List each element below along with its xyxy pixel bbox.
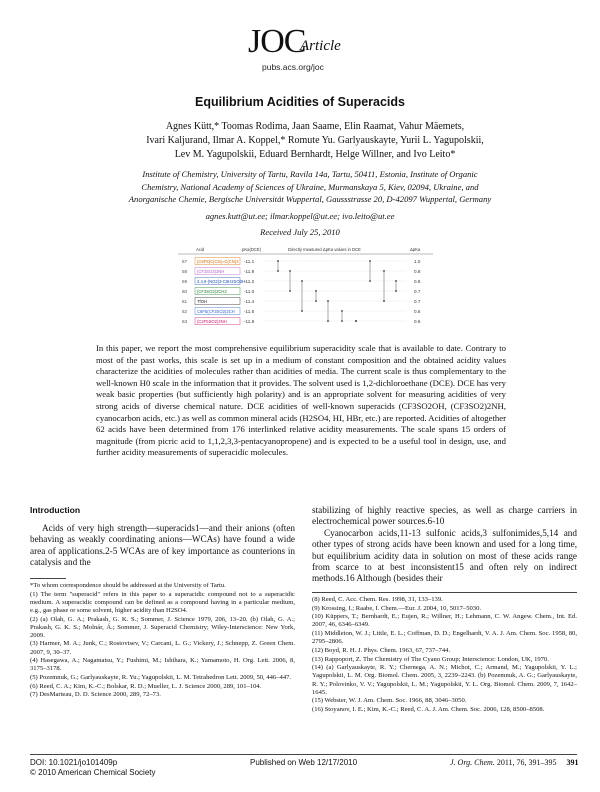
toc-dpka-value: 0.6 — [414, 309, 421, 314]
intro-paragraph: stabilizing of highly reactive species, as well as charge carriers in electrochemical power sources.6-10 — [312, 505, 577, 527]
toc-measurement-point — [289, 270, 291, 272]
toc-row-number: 57 — [182, 259, 188, 264]
toc-measurement-point — [289, 290, 291, 292]
footnote: (9) Krossing, I.; Raabe, I. Chem.—Eur. J. 2004, 10, 5017–5030. — [312, 604, 482, 612]
toc-header: ΔpKa — [410, 247, 421, 252]
footnote-rule — [312, 592, 577, 593]
footnote: (7) DesMarteau, D. D. Science 2000, 289, 72–73. — [30, 691, 161, 699]
toc-row-number: 58 — [182, 269, 188, 274]
footnote: (4) Hasegawa, A.; Nagamatsu, Y.; Fushimi, M.; Ishihara, K.; Yamamoto, H. Org. Lett. 2006, 8, 3175–3178. — [30, 657, 295, 673]
affiliation-line: Institute of Chemistry, University of Tartu, Ravila 14a, Tartu, 50411, Estonia, Institute of Organic — [142, 169, 478, 179]
affiliations — [90, 168, 530, 206]
toc-acid-name: (C6F5)C(CN)=C(CN)2 — [197, 259, 239, 264]
citation: 2011, 76, 391–395 — [496, 758, 557, 767]
toc-measurement-point — [301, 310, 303, 312]
footnotes-right — [312, 596, 577, 715]
toc-pka-value: -11.1 — [244, 259, 255, 264]
toc-row-number: 61 — [182, 299, 188, 304]
toc-measurement-point — [395, 290, 397, 292]
toc-pka-value: -11.0 — [244, 289, 255, 294]
toc-acid-name: C6F5(CF3SO2)2CH — [197, 309, 235, 314]
footnote: (2) (a) Olah, G. A.; Prakash, G. K. S.; Sommer, J. Science 1979, 206, 13–20. (b) Olah, G. A.; Prakash, G. K. S.; Molnár, Á.; Sommer, J. Superacid Chemistry; Wiley-Interscience: New York, 2009. — [30, 615, 295, 639]
toc-acid-name: 2,4,6-(NO2)3-C6H2SO3H — [197, 279, 245, 284]
toc-measurement-point — [355, 320, 357, 322]
toc-dpka-value: 0.8 — [414, 269, 421, 274]
toc-measurement-point — [341, 320, 343, 322]
toc-acid-name: (CF3SO2)2NH — [197, 269, 225, 274]
toc-header: Acid — [196, 247, 205, 252]
published-date: Published on Web 12/17/2010 — [250, 758, 358, 767]
toc-row-number: 62 — [182, 309, 188, 314]
footnote: (5) Pozemnuk, G.; Garlyauskayte, R. Yu.; Yagupolskii, L. M. Tetrahedron Lett. 2009, 50, 446–447. — [30, 674, 292, 681]
footnote: (8) Reed, C. Acc. Chem. Res. 1998, 31, 133–139. — [312, 596, 443, 603]
logo-main: JOC — [248, 23, 306, 60]
page-number: 391 — [566, 758, 579, 767]
toc-measurement-point — [327, 320, 329, 322]
journal-url[interactable]: pubs.acs.org/joc — [262, 62, 324, 72]
toc-pka-value: -11.4 — [244, 299, 255, 304]
affiliation-line: Anorganische Chemie, Bergische Universität Wuppertal, Gaussstrasse 20, D-42097 Wuppertal, Germany — [128, 194, 492, 204]
toc-measurement-point — [315, 290, 317, 292]
toc-measurement-point — [327, 300, 329, 302]
toc-dpka-value: 0.8 — [414, 279, 421, 284]
footnote: (11) Middleton, W. J.; Little, E. L.; Coffman, D. D.; Engelhardt, V. A. J. Am. Chem. Soc. 1958, 80, 2795–2806. — [312, 630, 577, 646]
footer-left — [30, 758, 156, 778]
toc-measurement-point — [395, 280, 397, 282]
author-line: Ivari Kaljurand, Ilmar A. Koppel,* Romute Yu. Garlyauskayte, Yurii L. Yagupolskii, — [146, 135, 484, 146]
toc-measurement-point — [341, 310, 343, 312]
footnote-rule — [30, 578, 66, 579]
footnote: (3) Harmer, M. A.; Junk, C.; Rostovtsev, V.; Carcani, L. G.; Vickery, J.; Schnepp, Z. Green Chem. 2007, 9, 30–37. — [30, 640, 295, 656]
logo-sub: Article — [300, 38, 341, 54]
toc-measurement-point — [277, 270, 279, 272]
toc-dpka-value: 0.7 — [414, 289, 421, 294]
toc-row-number: 60 — [182, 289, 188, 294]
toc-header: Directly measured ΔpKa values in DCE — [288, 247, 361, 252]
intro-paragraph: Cyanocarbon acids,11-13 sulfonic acids,3 sulfonimides,5,14 and other types of strong acids have been known and used for a long time, but equilibrium acidity data in solution on most of these acids range from scarce to at best inconsistent15 and often rely on indirect methods.16 Although (besides their — [312, 527, 577, 584]
footnote: (16) Stoyanov, I. E.; Kim, K.-C.; Reed, C. A. J. Am. Chem. Soc. 2006, 128, 8500–8508. — [312, 705, 545, 713]
toc-row-number: 59 — [182, 279, 188, 284]
toc-dpka-value: 0.6 — [414, 319, 421, 324]
toc-pka-value: -11.9 — [244, 269, 255, 274]
toc-measurement-point — [301, 280, 303, 282]
toc-measurement-point — [369, 260, 371, 262]
section-heading: Introduction — [30, 505, 81, 515]
journal-logo — [248, 22, 388, 62]
journal-name: J. Org. Chem. — [450, 758, 495, 767]
toc-graphic — [178, 245, 433, 333]
toc-measurement-point — [315, 300, 317, 302]
toc-pka-value: -11.8 — [244, 319, 255, 324]
author-line: Agnes Kütt,* Toomas Rodima, Jaan Saame, Elin Raamat, Vahur Mäemets, — [165, 121, 465, 132]
footer-citation — [450, 758, 579, 768]
footnote: (6) Reed, C. A.; Kim, K.-C.; Bolskar, R. D.; Mueller, L. J. Science 2000, 289, 101–104. — [30, 682, 262, 690]
toc-measurement-point — [383, 300, 385, 302]
footnote: (15) Webster, W. J. Am. Chem. Soc. 1966, 88, 3046–3050. — [312, 697, 467, 705]
footnote: (10) Küppers, T.; Bernhardt, E.; Eujen, R.; Willner, H.; Lehmann, C. W. Angew. Chem., Int. Ed. 2007, 46, 6346–6349. — [312, 613, 577, 629]
footnote: (12) Boyd, R. H. J. Phys. Chem. 1963, 67, 737–744. — [312, 646, 451, 654]
author-line: Lev M. Yagupolskii, Eduard Bernhardt, Helge Willner, and Ivo Leito* — [174, 149, 456, 160]
author-list — [95, 120, 535, 162]
toc-pka-value: -11.2 — [244, 279, 255, 284]
footnotes-left — [30, 582, 295, 700]
received-date: Received July 25, 2010 — [260, 227, 340, 237]
toc-dpka-value: 1.0 — [414, 259, 421, 264]
toc-row-number: 63 — [182, 319, 188, 324]
article-title: Equilibrium Acidities of Superacids — [195, 95, 405, 109]
toc-acid-name: (C2F5SO2)2NH — [197, 319, 227, 324]
toc-measurement-point — [369, 280, 371, 282]
footnote: *To whom correspondence should be addressed at the University of Tartu. — [30, 582, 226, 589]
footnote: (13) Rappoport, Z. The Chemistry of The Cyano Group; Interscience: London, UK, 1970. — [312, 655, 549, 663]
toc-acid-name: TfOH — [197, 299, 208, 304]
left-column — [30, 505, 295, 569]
right-column — [312, 505, 577, 585]
toc-pka-value: -11.5 — [244, 309, 255, 314]
toc-acid-name: (CF3SO2)2CH2 — [197, 289, 227, 294]
toc-measurement-point — [383, 270, 385, 272]
footer-rule — [30, 754, 577, 755]
toc-dpka-value: 0.7 — [414, 299, 421, 304]
footnote: (1) The term "superacid" refers in this paper to a superacidic compound not to a superacidic medium. A superacidic compound can be defined as a compound having in a particular medium, e.g., gas phase or some solvent, higher acidity than H2SO4. — [30, 590, 295, 614]
toc-measurement-point — [277, 260, 279, 262]
toc-header: pKa(DCE) — [242, 247, 262, 252]
affiliation-line: Chemistry, National Academy of Sciences of Ukraine, Murmanskaya 5, Kiev, 02094, Ukraine, and — [141, 181, 479, 192]
intro-paragraph: Acids of very high strength—superacids1—and their anions (often behaving as weakly coordinating anions—WCAs) have found a wide area of applications.2-5 WCAs are of key importance as counterions in catalysis and the — [30, 523, 295, 568]
doi[interactable]: DOI: 10.1021/jo101409p — [30, 758, 118, 767]
contact-emails[interactable]: agnes.kutt@ut.ee; ilmar.koppel@ut.ee; ivo.leito@ut.ee — [205, 211, 395, 221]
abstract: In this paper, we report the most comprehensive equilibrium superacidity scale that is available to date. Contrary to most of the past works, this scale is set up in a medium of constant composition and the obtained acidity values characterize the acidities of molecules rather than acidities of media. The current scale is thus complementary to the well-known H0 scale in the information that it provides. The solvent used is 1,2-dichloroethane (DCE). DCE has very weak basic properties (but sufficiently high polarity) and is an appropriate solvent for measuring acidities of very strong acids of diverse chemical nature. DCE acidities of well-known superacids (CF3SO2OH, (CF3SO2)2NH, cyanocarbon acids, etc.) as well as common mineral acids (H2SO4, HI, HBr, etc.) are reported. Acidities of altogether 62 acids have been determined from 176 interlinked relative acidity measurements. The scale spans 15 orders of magnitude (from picric acid to 1,1,2,3,3-pentacyanopropene) and is expected to be a useful tool in design, use, and further acidity measurements of superacidic molecules. — [96, 343, 506, 458]
copyright: © 2010 American Chemical Society — [30, 768, 156, 777]
footnote: (14) (a) Garlyauskayte, R. Y.; Chernega, A. N.; Michot, C.; Armand, M.; Yagupolskii, Y. L.; Yagupolskii, L. M. Org. Biomol. Chem. 2005, 3, 2239–2243. (b) Pozemnuk, A. G.; Garlyauskayte, R. Y.; Polovinko, V. V.; Yagupolskii, L. M.; Yagupolskii, Y. L. Org. Biomol. Chem. 2009, 7, 1642–1645. — [312, 664, 577, 696]
